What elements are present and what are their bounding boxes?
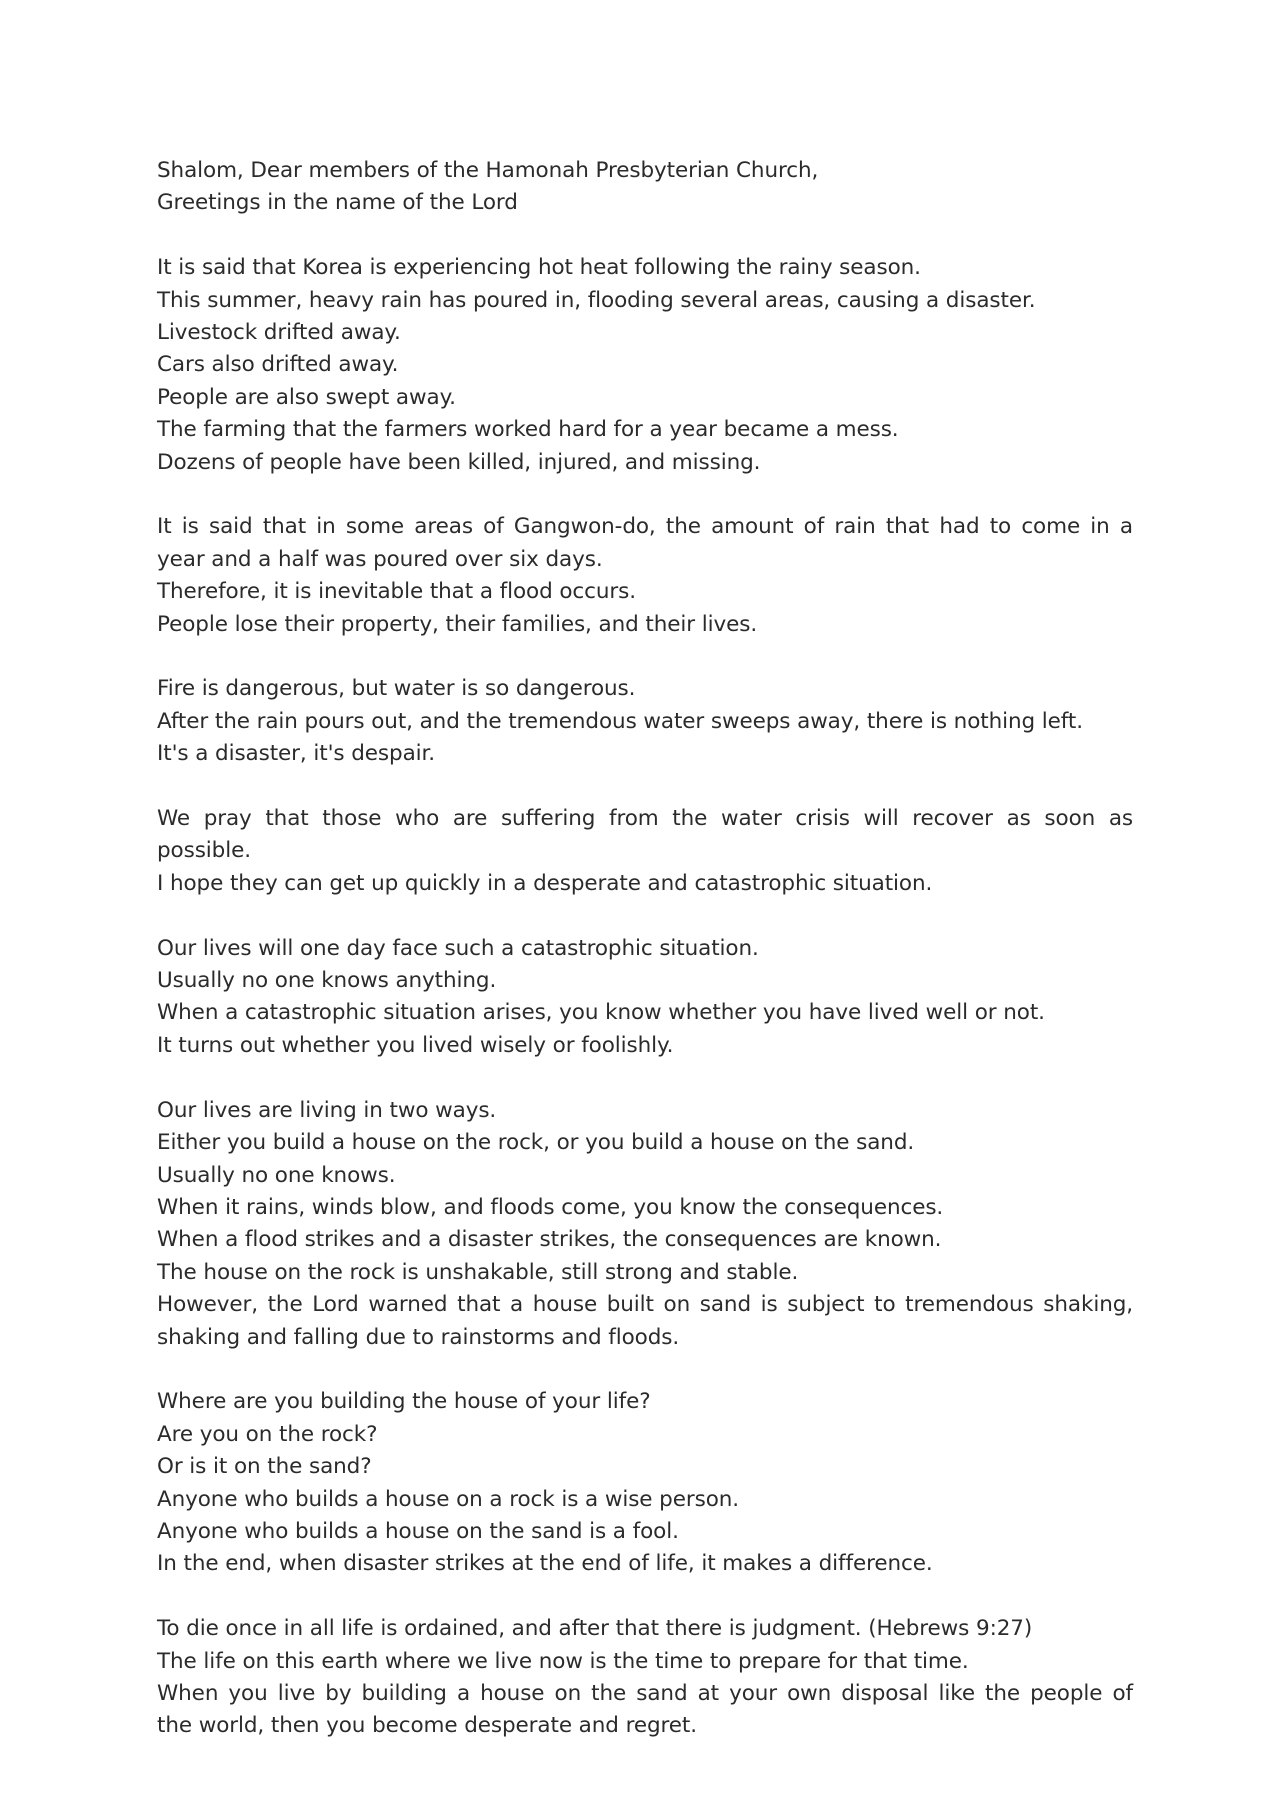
paragraph — [157, 511, 1133, 641]
text-line: Usually no one knows anything. — [157, 968, 497, 994]
text-line: It's a disaster, it's despair. — [157, 741, 436, 767]
text-line: In the end, when disaster strikes at the end of life, it makes a difference. — [157, 1551, 933, 1577]
text-line: shaking and falling due to rainstorms and floods. — [157, 1324, 680, 1350]
text-line: The farming that the farmers worked hard for a year became a mess. — [157, 417, 899, 443]
text-line: possible. — [157, 838, 251, 864]
paragraph — [157, 1095, 1133, 1354]
paragraph — [157, 673, 1133, 770]
text-line: Livestock drifted away. — [157, 320, 401, 346]
text-line: This summer, heavy rain has poured in, flooding several areas, causing a disaster. — [157, 287, 1036, 313]
text-line: When it rains, winds blow, and floods come, you know the consequences. — [157, 1194, 944, 1220]
text-line: Usually no one knows. — [157, 1162, 396, 1188]
text-line: year and a half was poured over six days. — [157, 546, 603, 572]
text-line: Greetings in the name of the Lord — [157, 190, 518, 216]
paragraph — [157, 803, 1133, 900]
text-line: Our lives will one day face such a catastrophic situation. — [157, 935, 759, 961]
text-line: Our lives are living in two ways. — [157, 1097, 497, 1123]
text-line: However, the Lord warned that a house built on sand is subject to tremendous shaking, — [157, 1292, 1133, 1318]
text-line: the world, then you become desperate and regret. — [157, 1713, 697, 1739]
paragraph — [157, 252, 1133, 479]
text-line: It turns out whether you lived wisely or foolishly. — [157, 1032, 674, 1058]
text-line: Cars also drifted away. — [157, 352, 399, 378]
text-line: Anyone who builds a house on a rock is a wise person. — [157, 1486, 740, 1512]
text-line: It is said that Korea is experiencing hot heat following the rainy season. — [157, 255, 921, 281]
text-line: Fire is dangerous, but water is so dangerous. — [157, 676, 636, 702]
text-line: When a flood strikes and a disaster strikes, the consequences are known. — [157, 1227, 942, 1253]
paragraph — [157, 933, 1133, 1063]
text-line: Dozens of people have been killed, injured, and missing. — [157, 449, 761, 475]
text-line: Or is it on the sand? — [157, 1454, 372, 1480]
text-line: We pray that those who are suffering from the water crisis will recover as soon as — [157, 806, 1133, 832]
text-line: Are you on the rock? — [157, 1421, 378, 1447]
text-line: People lose their property, their families, and their lives. — [157, 611, 758, 637]
text-line: Either you build a house on the rock, or you build a house on the sand. — [157, 1130, 915, 1156]
text-line: Where are you building the house of your life? — [157, 1389, 651, 1415]
text-line: Anyone who builds a house on the sand is a fool. — [157, 1518, 679, 1544]
text-line: When you live by building a house on the sand at your own disposal like the people of — [157, 1680, 1133, 1706]
text-line: I hope they can get up quickly in a desperate and catastrophic situation. — [157, 870, 933, 896]
paragraph — [157, 1386, 1133, 1580]
paragraph — [157, 155, 1133, 220]
text-line: The life on this earth where we live now is the time to prepare for that time. — [157, 1648, 969, 1674]
text-line: It is said that in some areas of Gangwon-do, the amount of rain that had to come in a — [157, 514, 1133, 540]
text-line: When a catastrophic situation arises, you know whether you have lived well or not. — [157, 1000, 1045, 1026]
letter-document — [157, 155, 1133, 1775]
paragraph — [157, 1613, 1133, 1743]
text-line: Shalom, Dear members of the Hamonah Presbyterian Church, — [157, 158, 819, 183]
text-line: The house on the rock is unshakable, still strong and stable. — [157, 1259, 799, 1285]
text-line: After the rain pours out, and the tremendous water sweeps away, there is nothing left. — [157, 708, 1083, 734]
text-line: To die once in all life is ordained, and after that there is judgment. (Hebrews 9:27) — [157, 1616, 1033, 1642]
text-line: Therefore, it is inevitable that a flood occurs. — [157, 579, 636, 605]
text-line: People are also swept away. — [157, 384, 456, 410]
